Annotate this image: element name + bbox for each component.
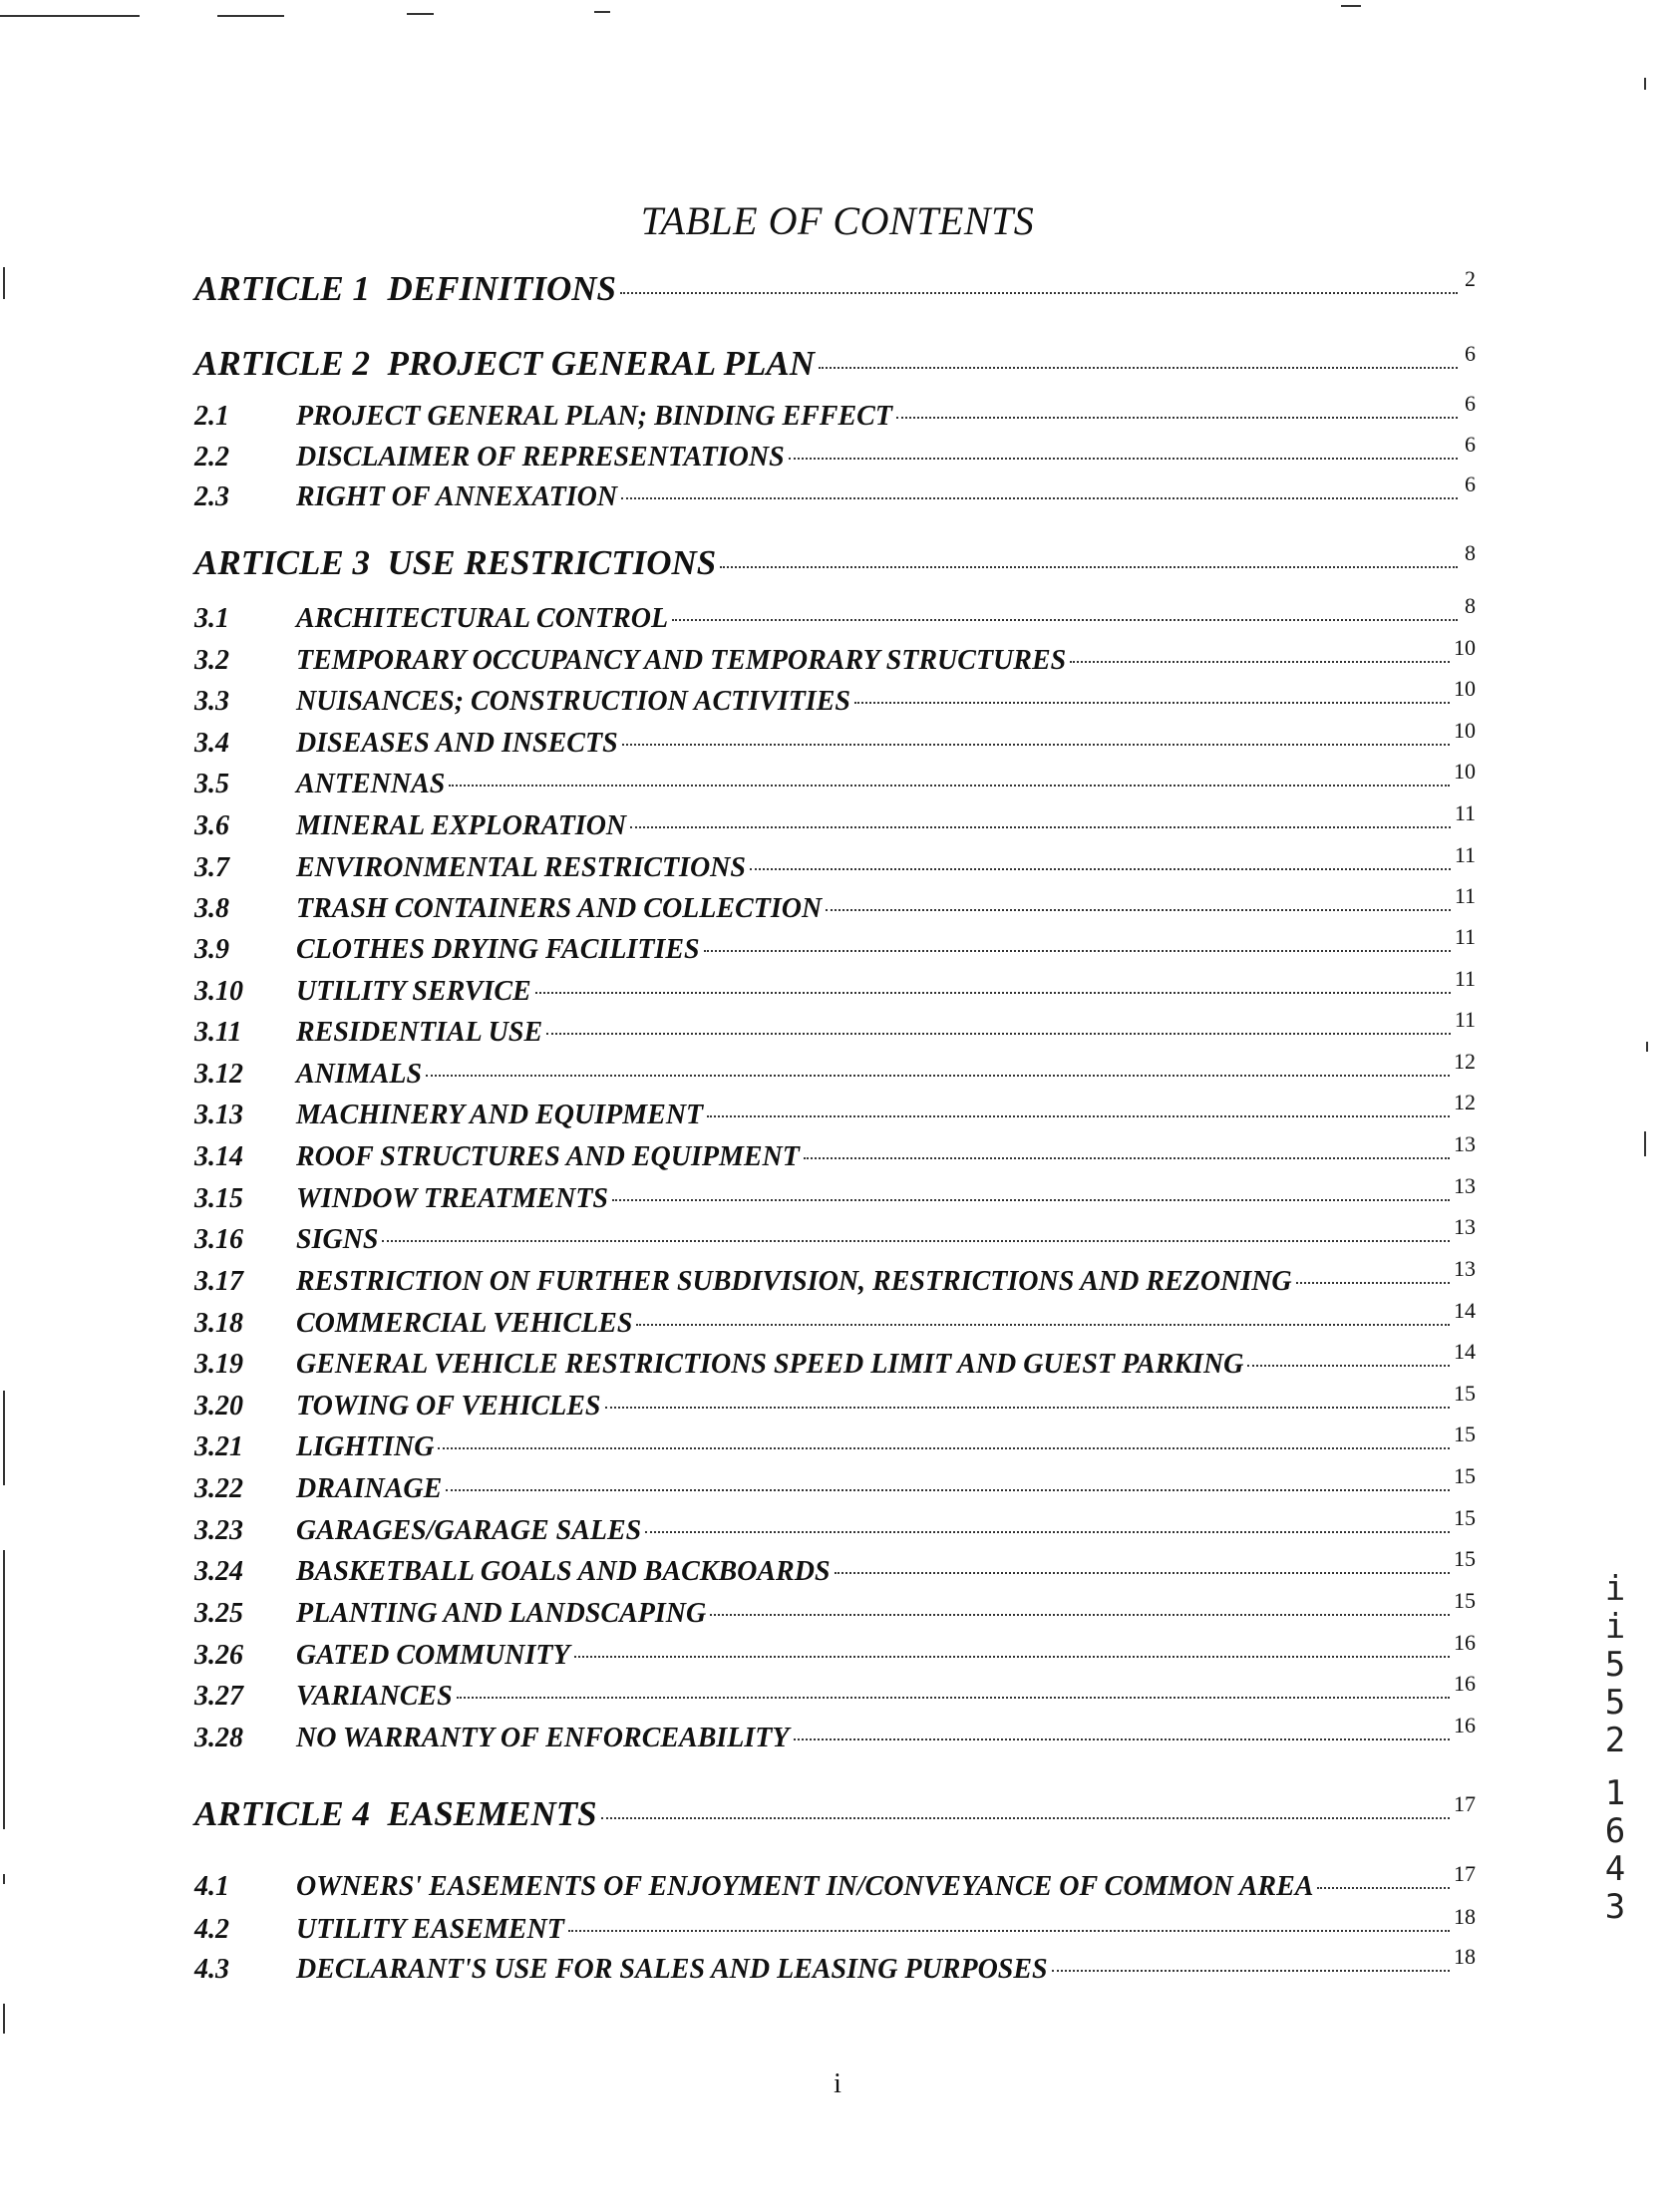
- toc-section-row: [194, 1214, 1476, 1264]
- toc-section-label: NUISANCES; CONSTRUCTION ACTIVITIES: [296, 686, 850, 717]
- toc-section-label: TEMPORARY OCCUPANCY AND TEMPORARY STRUCTURES: [296, 645, 1067, 676]
- toc-article-row: [194, 540, 1476, 583]
- toc-section-label: OWNERS' EASEMENTS OF ENJOYMENT IN/CONVEYANCE OF COMMON AREA: [296, 1871, 1314, 1902]
- toc-page-number: 18: [1454, 1944, 1476, 1969]
- toc-page-number: 15: [1454, 1381, 1476, 1406]
- toc-section-label: TRASH CONTAINERS AND COLLECTION: [296, 893, 823, 924]
- dot-leader: [449, 785, 1450, 787]
- stamp-digit: i: [1604, 1569, 1626, 1609]
- stamp-digit: 2: [1604, 1721, 1626, 1760]
- dot-leader: [457, 1697, 1450, 1699]
- dot-leader: [601, 1817, 1450, 1819]
- dot-leader: [896, 417, 1458, 419]
- toc-page-number: 11: [1454, 1007, 1476, 1032]
- toc-section-row: [194, 1339, 1476, 1389]
- toc-section-label: ANTENNAS: [296, 769, 446, 799]
- toc-section-row: [194, 635, 1476, 685]
- dot-leader: [835, 1572, 1450, 1574]
- toc-section-row: [194, 718, 1476, 768]
- toc-section-number: 2.3: [194, 481, 229, 512]
- toc-section-number: 3.2: [194, 645, 229, 676]
- toc-section-number: 3.13: [194, 1100, 243, 1130]
- toc-page-number: 13: [1454, 1131, 1476, 1156]
- toc-article-label: ARTICLE 4 EASEMENTS: [194, 1794, 597, 1833]
- toc-page-number: 12: [1454, 1049, 1476, 1074]
- toc-section-label: PROJECT GENERAL PLAN; BINDING EFFECT: [296, 401, 892, 432]
- dot-leader: [546, 1033, 1451, 1035]
- toc-section-number: 3.20: [194, 1391, 243, 1422]
- dot-leader: [826, 909, 1451, 911]
- toc-section-row: [194, 472, 1476, 521]
- toc-section-label: LIGHTING: [296, 1431, 435, 1462]
- toc-page-number: 13: [1454, 1214, 1476, 1239]
- toc-section-row: [194, 676, 1476, 726]
- toc-page-number: 11: [1454, 966, 1476, 991]
- toc-section-row: [194, 759, 1476, 808]
- toc-section-row: [194, 1904, 1476, 1954]
- toc-section-number: 3.12: [194, 1059, 243, 1090]
- toc-section-row: [194, 1173, 1476, 1223]
- toc-section-row: [194, 1546, 1476, 1596]
- toc-article-label: ARTICLE 2 PROJECT GENERAL PLAN: [194, 344, 815, 383]
- toc-section-row: [194, 1049, 1476, 1099]
- toc-section-label: PLANTING AND LANDSCAPING: [296, 1598, 707, 1629]
- toc-section-label: GATED COMMUNITY: [296, 1640, 570, 1671]
- toc-section-label: COMMERCIAL VEHICLES: [296, 1308, 633, 1339]
- toc-section-label: BASKETBALL GOALS AND BACKBOARDS: [296, 1556, 831, 1587]
- toc-section-number: 4.1: [194, 1871, 229, 1902]
- toc-page-number: 15: [1454, 1546, 1476, 1571]
- toc-section-label: DISCLAIMER OF REPRESENTATIONS: [296, 442, 785, 473]
- dot-leader: [382, 1240, 1450, 1242]
- dot-leader: [704, 950, 1451, 952]
- dot-leader: [672, 619, 1458, 621]
- dot-leader: [630, 826, 1451, 828]
- toc-section-number: 3.26: [194, 1640, 243, 1671]
- dot-leader: [1070, 661, 1450, 663]
- toc-page-number: 6: [1465, 391, 1476, 416]
- toc-section-number: 3.9: [194, 934, 229, 965]
- toc-page-number: 8: [1465, 593, 1476, 618]
- toc-page-number: 12: [1454, 1090, 1476, 1114]
- dot-leader: [605, 1407, 1451, 1409]
- dot-leader: [710, 1614, 1450, 1616]
- toc-section-label: RIGHT OF ANNEXATION: [296, 481, 618, 512]
- toc-page-number: 13: [1454, 1173, 1476, 1198]
- toc-section-number: 3.8: [194, 893, 229, 924]
- toc-page-number: 14: [1454, 1298, 1476, 1323]
- toc-section-number: 3.16: [194, 1224, 243, 1255]
- toc-section-label: MINERAL EXPLORATION: [296, 810, 627, 841]
- toc-section-label: ARCHITECTURAL CONTROL: [296, 603, 669, 634]
- toc-section-label: DRAINAGE: [296, 1473, 443, 1504]
- toc-page-number: 17: [1454, 1861, 1476, 1886]
- toc-section-row: [194, 1298, 1476, 1348]
- toc-section-number: 3.17: [194, 1266, 243, 1297]
- dot-leader: [750, 868, 1451, 870]
- toc-section-label: ENVIRONMENTAL RESTRICTIONS: [296, 852, 746, 883]
- dot-leader: [622, 744, 1450, 746]
- toc-page-number: 18: [1454, 1904, 1476, 1929]
- toc-section-row: [194, 1463, 1476, 1513]
- toc-section-row: [194, 432, 1476, 481]
- dot-leader: [568, 1930, 1450, 1932]
- dot-leader: [794, 1738, 1450, 1740]
- toc-page-number: 15: [1454, 1505, 1476, 1530]
- dot-leader: [438, 1447, 1450, 1449]
- toc-section-label: RESTRICTION ON FURTHER SUBDIVISION, RESTRICTIONS AND REZONING: [296, 1266, 1292, 1297]
- dot-leader: [446, 1489, 1450, 1491]
- toc-section-label: SIGNS: [296, 1224, 379, 1255]
- dot-leader: [621, 497, 1458, 499]
- dot-leader: [535, 992, 1451, 994]
- toc-section-row: [194, 1007, 1476, 1057]
- toc-page-number: 2: [1465, 266, 1476, 291]
- toc-page-number: 15: [1454, 1422, 1476, 1446]
- toc-page-number: 15: [1454, 1463, 1476, 1488]
- toc-article-label: ARTICLE 3 USE RESTRICTIONS: [194, 543, 717, 582]
- toc-section-label: WINDOW TREATMENTS: [296, 1183, 609, 1214]
- toc-section-number: 3.1: [194, 603, 229, 634]
- dot-leader: [789, 458, 1458, 460]
- toc-article-row: [194, 1791, 1476, 1834]
- toc-section-label: DISEASES AND INSECTS: [296, 728, 618, 759]
- toc-section-number: 4.3: [194, 1954, 229, 1985]
- toc-section-number: 2.1: [194, 401, 229, 432]
- toc-section-row: [194, 966, 1476, 1016]
- toc-section-label: TOWING OF VEHICLES: [296, 1391, 601, 1422]
- toc-section-number: 3.7: [194, 852, 229, 883]
- toc-article-label: ARTICLE 1 DEFINITIONS: [194, 269, 617, 308]
- toc-page-number: 11: [1454, 842, 1476, 867]
- toc-page-number: 10: [1454, 759, 1476, 784]
- dot-leader: [707, 1115, 1450, 1117]
- toc-section-label: MACHINERY AND EQUIPMENT: [296, 1100, 704, 1130]
- toc-section-number: 3.22: [194, 1473, 243, 1504]
- page-title: TABLE OF CONTENTS: [640, 198, 1035, 243]
- dot-leader: [620, 292, 1458, 294]
- toc-section-row: [194, 842, 1476, 892]
- toc-section-label: ANIMALS: [296, 1059, 423, 1090]
- toc-section-number: 3.25: [194, 1598, 243, 1629]
- dot-leader: [426, 1075, 1450, 1077]
- toc-page-number: 17: [1454, 1791, 1476, 1816]
- toc-section-label: VARIANCES: [296, 1681, 453, 1712]
- toc-page-number: 6: [1465, 432, 1476, 457]
- toc-section-label: NO WARRANTY OF ENFORCEABILITY: [296, 1723, 790, 1753]
- toc-section-number: 3.24: [194, 1556, 243, 1587]
- stamp-digit: 5: [1604, 1683, 1626, 1723]
- dot-leader: [1296, 1282, 1450, 1284]
- stamp-digit: 6: [1604, 1811, 1626, 1851]
- toc-section-label: GENERAL VEHICLE RESTRICTIONS SPEED LIMIT AND GUEST PARKING: [296, 1349, 1244, 1380]
- toc-page-number: 6: [1465, 341, 1476, 366]
- stamp-digit: 1: [1604, 1773, 1626, 1813]
- toc-page-number: 11: [1454, 883, 1476, 908]
- toc-section-row: [194, 1381, 1476, 1430]
- toc-section-row: [194, 924, 1476, 974]
- toc-section-number: 3.4: [194, 728, 229, 759]
- toc-page-number: 15: [1454, 1588, 1476, 1613]
- dot-leader: [1052, 1970, 1450, 1972]
- toc-section-label: DECLARANT'S USE FOR SALES AND LEASING PURPOSES: [296, 1954, 1048, 1985]
- toc-section-label: RESIDENTIAL USE: [296, 1017, 543, 1048]
- toc-page-number: 11: [1454, 800, 1476, 825]
- toc-section-row: [194, 593, 1476, 643]
- toc-section-row: [194, 800, 1476, 850]
- toc-section-row: [194, 1422, 1476, 1471]
- toc-section-row: [194, 1671, 1476, 1721]
- dot-leader: [819, 367, 1458, 369]
- toc-section-number: 2.2: [194, 442, 229, 473]
- toc-page-number: 6: [1465, 472, 1476, 496]
- side-stamp-upper: [1600, 1570, 1630, 1759]
- dot-leader: [804, 1157, 1450, 1159]
- stamp-digit: i: [1604, 1607, 1626, 1647]
- dot-leader: [574, 1656, 1450, 1658]
- toc-section-number: 3.18: [194, 1308, 243, 1339]
- stamp-digit: 4: [1604, 1849, 1626, 1889]
- toc-article-row: [194, 266, 1476, 309]
- dot-leader: [1317, 1887, 1450, 1889]
- toc-section-row: [194, 1131, 1476, 1181]
- dot-leader: [636, 1324, 1450, 1326]
- dot-leader: [612, 1199, 1450, 1201]
- toc-section-number: 3.28: [194, 1723, 243, 1753]
- dot-leader: [645, 1531, 1450, 1533]
- toc-section-number: 3.6: [194, 810, 229, 841]
- toc-section-number: 3.5: [194, 769, 229, 799]
- toc-page-number: 10: [1454, 635, 1476, 660]
- toc-page-number: 16: [1454, 1713, 1476, 1738]
- toc-page-number: 8: [1465, 540, 1476, 565]
- side-stamp-lower: [1600, 1774, 1630, 1926]
- toc-section-row: [194, 1630, 1476, 1680]
- toc-section-row: [194, 1256, 1476, 1306]
- toc-page-number: 13: [1454, 1256, 1476, 1281]
- toc-page-number: 11: [1454, 924, 1476, 949]
- toc-page-number: 16: [1454, 1630, 1476, 1655]
- dot-leader: [854, 702, 1450, 704]
- toc-section-number: 3.19: [194, 1349, 243, 1380]
- dot-leader: [1247, 1365, 1450, 1367]
- toc-section-number: 4.2: [194, 1914, 229, 1945]
- toc-section-label: GARAGES/GARAGE SALES: [296, 1515, 642, 1546]
- toc-section-number: 3.21: [194, 1431, 243, 1462]
- toc-page-number: 10: [1454, 676, 1476, 701]
- toc-page-number: 16: [1454, 1671, 1476, 1696]
- toc-page-number: 10: [1454, 718, 1476, 743]
- toc-section-row: [194, 1861, 1476, 1911]
- toc-section-row: [194, 391, 1476, 441]
- toc-section-number: 3.14: [194, 1141, 243, 1172]
- toc-section-number: 3.15: [194, 1183, 243, 1214]
- toc-section-number: 3.3: [194, 686, 229, 717]
- toc-section-row: [194, 1588, 1476, 1638]
- toc-section-label: CLOTHES DRYING FACILITIES: [296, 934, 700, 965]
- toc-page-number: 14: [1454, 1339, 1476, 1364]
- dot-leader: [720, 566, 1458, 568]
- toc-section-label: ROOF STRUCTURES AND EQUIPMENT: [296, 1141, 800, 1172]
- toc-section-number: 3.10: [194, 976, 243, 1007]
- stamp-digit: 3: [1604, 1887, 1626, 1927]
- toc-section-label: UTILITY SERVICE: [296, 976, 531, 1007]
- toc-section-row: [194, 883, 1476, 933]
- toc-section-number: 3.11: [194, 1017, 242, 1048]
- toc-section-row: [194, 1713, 1476, 1762]
- toc-article-row: [194, 341, 1476, 384]
- stamp-digit: 5: [1604, 1645, 1626, 1685]
- toc-section-row: [194, 1505, 1476, 1555]
- toc-section-label: UTILITY EASEMENT: [296, 1914, 564, 1945]
- page-number: i: [834, 2068, 841, 2099]
- toc-section-number: 3.23: [194, 1515, 243, 1546]
- toc-section-row: [194, 1944, 1476, 1994]
- toc-section-row: [194, 1090, 1476, 1139]
- toc-section-number: 3.27: [194, 1681, 243, 1712]
